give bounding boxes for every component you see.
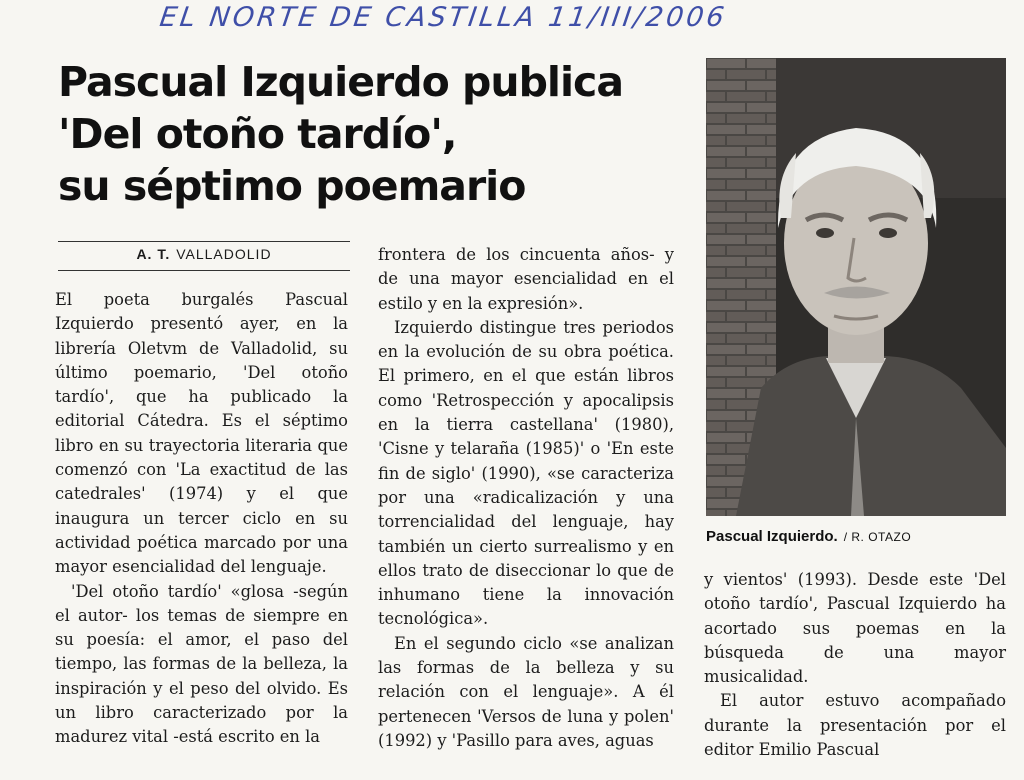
paragraph: En el segundo ciclo «se analizan las formas de la belleza y su relación con el lenguaje». A él pertenecen 'Versos de luna y polen' (1992) y 'Pasillo para aves, aguas xyxy=(378,633,674,750)
author-photo xyxy=(706,58,1006,516)
headline-line: 'Del otoño tardío', xyxy=(58,110,457,158)
handwritten-source-note: EL NORTE DE CASTILLA 11/III/2006 xyxy=(157,2,729,33)
portrait-illustration xyxy=(706,58,1006,516)
paragraph: El poeta burgalés Pascual Izquierdo presentó ayer, en la librería Oletvm de Valladolid, su último poemario, 'Del otoño tardío', que ha publicado la editorial Cátedra. Es el séptimo libro en su trayectoria literaria que comenzó con 'La exactitud de las catedrales' (1974) y el que inaugura un tercer ciclo en su actividad poética marcado por una mayor esencialidad del lenguaje. xyxy=(55,290,348,577)
caption-credit: / R. OTAZO xyxy=(843,530,912,544)
photo-caption xyxy=(706,528,1006,545)
byline-author: A. T. xyxy=(136,246,171,262)
byline-rule-bottom xyxy=(58,270,350,271)
paragraph: frontera de los cincuenta años- y de una mayor esencialidad en el estilo y en la expresión». xyxy=(378,245,674,313)
article-column-3 xyxy=(704,568,1006,762)
headline xyxy=(58,56,658,212)
article-column-1 xyxy=(55,288,348,750)
headline-line: su séptimo poemario xyxy=(58,162,526,210)
article-column-2 xyxy=(378,243,674,753)
byline-rule-top xyxy=(58,241,350,242)
caption-name: Pascual Izquierdo. xyxy=(706,528,838,545)
byline xyxy=(58,246,350,262)
headline-line: Pascual Izquierdo publica xyxy=(58,58,623,106)
byline-place: VALLADOLID xyxy=(176,246,272,262)
paragraph: El autor estuvo acompañado durante la presentación por el editor Emilio Pascual xyxy=(704,691,1006,760)
paragraph: Izquierdo distingue tres periodos en la evolución de su obra poética. El primero, en el que están libros como 'Retrospección y apocalipsis en la tierra castellana' (1980), 'Cisne y telaraña (1985)' o 'En este fin de siglo' (1990), «se caracteriza por una «radicalización y una torrencialidad del lenguaje, hay también un cierto surrealismo y en ellos trato de diseccionar lo que de inhumano tiene la innovación tecnológica». xyxy=(378,317,674,629)
paragraph: 'Del otoño tardío' «glosa -según el autor- los temas de siempre en su poesía: el amor, el paso del tiempo, las formas de la belleza, la inspiración y el peso del olvido. Es un libro caracterizado por la madurez vital -está escrito en la xyxy=(55,581,348,747)
paragraph: y vientos' (1993). Desde este 'Del otoño tardío', Pascual Izquierdo ha acortado sus poemas en la búsqueda de una mayor musicalidad. xyxy=(704,570,1006,687)
